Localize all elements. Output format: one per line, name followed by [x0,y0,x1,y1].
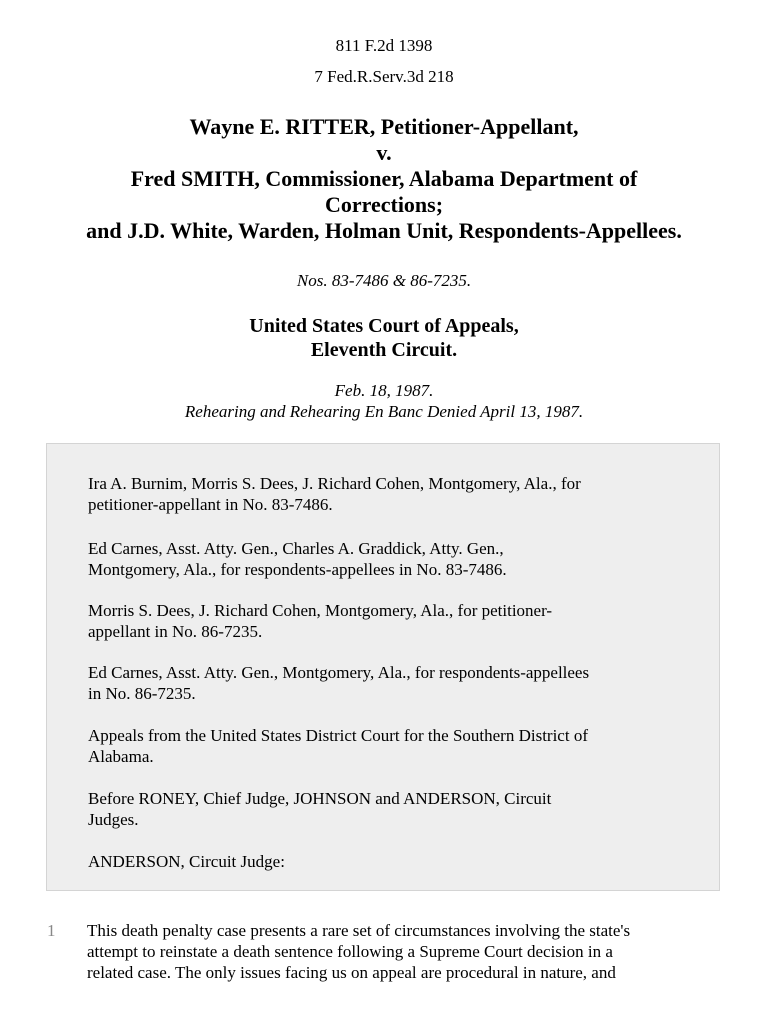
respondent-line-3: and J.D. White, Warden, Holman Unit, Respondents-Appellees. [86,218,682,243]
panel-judges-line: Before RONEY, Chief Judge, JOHNSON and ANDERSON, Circuit [88,789,552,808]
reporter-citation: 811 F.2d 1398 [335,36,433,55]
docket-numbers: Nos. 83-7486 & 86-7235. [296,271,472,290]
counsel-entry-line: Montgomery, Ala., for respondents-appellees in No. 83-7486. [88,560,507,579]
counsel-entry [88,600,688,642]
counsel-entry-line: Ira A. Burnim, Morris S. Dees, J. Richard Cohen, Montgomery, Ala., for [88,474,581,493]
counsel-entry-line: in No. 86-7235. [88,684,196,703]
counsel-entry-line: Ed Carnes, Asst. Atty. Gen., Montgomery, Ala., for respondents-appellees [88,663,590,682]
paragraph-text [87,920,727,983]
petitioner-line: Wayne E. RITTER, Petitioner-Appellant, [189,114,579,139]
counsel-entry [88,538,688,580]
paragraph-line: attempt to reinstate a death sentence following a Supreme Court decision in a [87,942,613,961]
counsel-entry-line: petitioner-appellant in No. 83-7486. [88,495,333,514]
paragraph-line: related case. The only issues facing us on appeal are procedural in nature, and [87,963,616,982]
counsel-entry [88,473,688,515]
paragraph-number: 1 [47,921,56,940]
decided-date: Feb. 18, 1987. [334,381,434,400]
court-line-2: Eleventh Circuit. [310,339,458,361]
counsel-entry-line: appellant in No. 86-7235. [88,622,263,641]
rehearing-date: Rehearing and Rehearing En Banc Denied April 13, 1987. [184,402,584,421]
counsel-entry-line: Morris S. Dees, J. Richard Cohen, Montgomery, Ala., for petitioner- [88,601,553,620]
counsel-entry-line: Ed Carnes, Asst. Atty. Gen., Charles A. Graddick, Atty. Gen., [88,539,504,558]
panel-judges [88,788,688,830]
fed-rules-citation: 7 Fed.R.Serv.3d 218 [314,67,454,86]
respondent-line-1: Fred SMITH, Commissioner, Alabama Department of [130,166,638,191]
respondent-line-2: Corrections; [324,192,444,217]
appeal-from-line: Appeals from the United States District Court for the Southern District of [88,726,588,745]
panel-judges-line: Judges. [88,810,139,829]
counsel-entry [88,662,688,704]
case-parties [0,114,768,244]
versus-line: v. [376,140,392,165]
paragraph-line: This death penalty case presents a rare set of circumstances involving the state's [87,921,631,940]
decision-dates [0,380,768,422]
court-name [0,314,768,362]
opinion-author: ANDERSON, Circuit Judge: [88,852,285,871]
court-line-1: United States Court of Appeals, [249,315,519,337]
appeal-from [88,725,688,767]
appeal-from-line: Alabama. [88,747,154,766]
counsel-panel [46,443,720,891]
